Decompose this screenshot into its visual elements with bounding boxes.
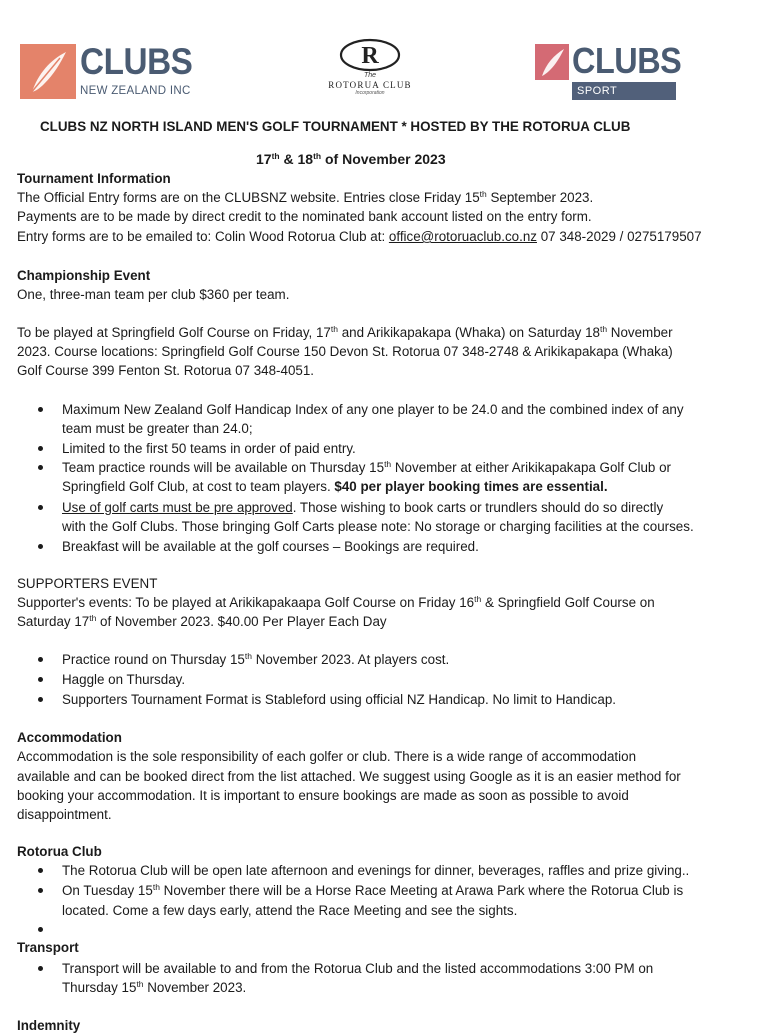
bullet-icon [38, 407, 43, 412]
list-item: The Rotorua Club will be open late afternoon and evenings for dinner, beverages, raffles and prize giving.. [62, 863, 690, 878]
email-link[interactable]: office@rotoruaclub.co.nz [388, 229, 537, 244]
rotorua-club-heading: Rotorua Club [17, 844, 102, 859]
supporters-line-2: Saturday 17th of November 2023. $40.00 Per Player Each Day [17, 613, 387, 629]
accommodation-line-2: available and can be booked direct from the list attached. We suggest using Google as it is an easier method for [17, 769, 681, 784]
transport-heading: Transport [17, 940, 79, 955]
supporters-heading: SUPPORTERS EVENT [17, 576, 158, 591]
bullet-icon [38, 868, 43, 873]
bullet-icon [38, 465, 43, 470]
list-item: Breakfast will be available at the golf courses – Bookings are required. [62, 539, 479, 554]
list-item: Practice round on Thursday 15th November 2023. At players cost. [62, 651, 450, 667]
list-item-cont: Thursday 15th November 2023. [62, 979, 247, 995]
logo-center-inc: Incorporation [355, 90, 385, 96]
list-item: Limited to the first 50 teams in order of paid entry. [62, 441, 356, 456]
logo-left-sub: NEW ZEALAND INC [80, 85, 191, 97]
supporters-line-1: Supporter's events: To be played at Arikikapakaapa Golf Course on Friday 16th & Springfield Golf Course on [17, 594, 655, 610]
bullet-icon [38, 677, 43, 682]
logo-center-the: The [363, 72, 377, 79]
bullet-icon [38, 888, 43, 893]
bullet-icon [38, 657, 43, 662]
tournament-info-line-2: Payments are to be made by direct credit to the nominated bank account listed on the entry form. [17, 209, 592, 224]
logo-center-letter: R [361, 43, 379, 69]
tournament-info-line-1: The Official Entry forms are on the CLUBSNZ website. Entries close Friday 15th September 2023. [17, 189, 594, 205]
list-item: On Tuesday 15th November there will be a Horse Race Meeting at Arawa Park where the Rotorua Club is [62, 882, 684, 898]
bullet-icon [38, 505, 43, 510]
championship-heading: Championship Event [17, 268, 151, 283]
clubs-nz-logo [20, 41, 195, 100]
bullet-icon [38, 544, 43, 549]
indemnity-heading: Indemnity [17, 1018, 81, 1033]
bullet-icon [38, 697, 43, 702]
bullet-icon [38, 446, 43, 451]
accommodation-line-3: booking your accommodation. It is important to ensure bookings are made as soon as possible to avoid [17, 788, 629, 803]
rotorua-r-emblem-icon [339, 38, 401, 72]
page-title: CLUBS NZ NORTH ISLAND MEN'S GOLF TOURNAMENT * HOSTED BY THE ROTORUA CLUB [40, 119, 631, 134]
accommodation-line-1: Accommodation is the sole responsibility of each golfer or club. There is a wide range of accommodation [17, 749, 637, 764]
feather-icon [20, 44, 76, 99]
list-item: Haggle on Thursday. [62, 672, 186, 687]
list-item-cont: located. Come a few days early, attend the Race Meeting and see the sights. [62, 903, 518, 918]
list-item: Team practice rounds will be available on Thursday 15th November at either Arikikapakapa Golf Club or [62, 459, 672, 475]
list-item: Supporters Tournament Format is Stableford using official NZ Handicap. No limit to Handicap. [62, 692, 616, 707]
list-item-cont: team must be greater than 24.0; [62, 421, 253, 436]
logo-right-word: CLUBS [572, 40, 682, 81]
championship-para-line-2: 2023. Course locations: Springfield Golf Course 150 Devon St. Rotorua 07 348-2748 & Arikikapakapa (Whaka) [17, 344, 673, 359]
championship-team-fee: One, three-man team per club $360 per team. [17, 287, 290, 302]
list-item-cont: with the Golf Clubs. Those bringing Golf Carts please note: No storage or charging facilities at the courses. [62, 519, 694, 534]
bullet-icon [38, 927, 43, 932]
logo-right-bar: SPORT [572, 82, 676, 100]
logo-left-word: CLUBS [80, 41, 193, 82]
list-item-cont: Springfield Golf Club, at cost to team players. $40 per player booking times are essential. [62, 479, 608, 494]
championship-para-line-1: To be played at Springfield Golf Course on Friday, 17th and Arikikapakapa (Whaka) on Saturday 18th November [17, 324, 673, 340]
clubs-sport-logo [535, 40, 682, 102]
championship-para-line-3: Golf Course 399 Fenton St. Rotorua 07 348-4051. [17, 363, 315, 378]
tournament-info-line-3: Entry forms are to be emailed to: Colin Wood Rotorua Club at: office@rotoruaclub.co.nz 07 348-2029 / 0275179507 [17, 229, 702, 244]
tournament-info-heading: Tournament Information [17, 171, 171, 186]
list-item: Transport will be available to and from the Rotorua Club and the listed accommodations 3:00 PM on [62, 961, 654, 976]
feather-icon [535, 44, 569, 80]
list-item: Use of golf carts must be pre approved. Those wishing to book carts or trundlers should do so directly [62, 500, 664, 515]
accommodation-line-4: disappointment. [17, 807, 112, 822]
bullet-icon [38, 966, 43, 971]
logo-center-name: ROTORUA CLUB [328, 80, 412, 90]
event-dates: 17th & 18th of November 2023 [256, 151, 446, 167]
accommodation-heading: Accommodation [17, 730, 122, 745]
rotorua-club-logo [300, 38, 440, 98]
list-item: Maximum New Zealand Golf Handicap Index of any one player to be 24.0 and the combined index of any [62, 402, 684, 417]
